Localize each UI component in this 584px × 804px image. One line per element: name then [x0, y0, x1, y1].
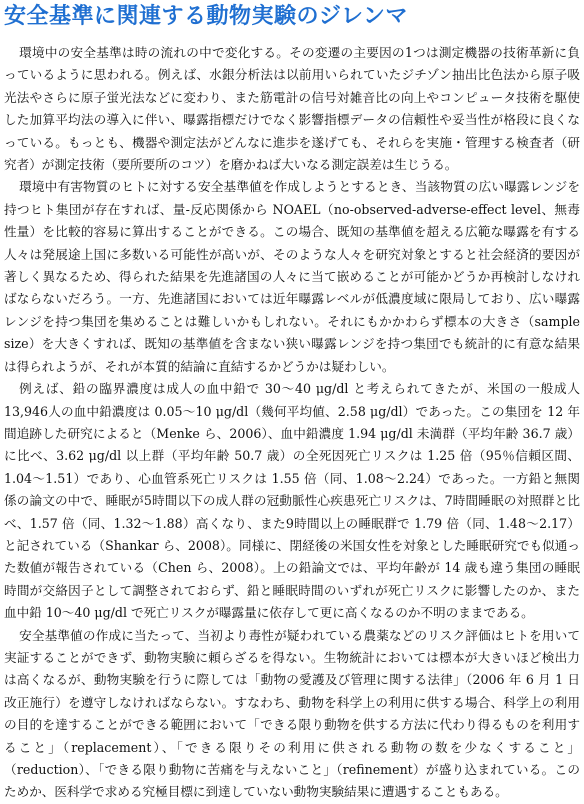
paragraph-lead-mortality-example: 例えば、鉛の臨界濃度は成人の血中鉛で 30～40 μg/dl と考えられてきたが、米国の一般成人 13,946人の血中鉛濃度は 0.05～10 μg/dl（幾何平均値、2.58 μg/dl）であった。この集団を 12 年間追跡した研究によると（Menke ら、2006）、血中鉛濃度 1.94 μg/dl 未満群（平均年齢 36.7 歳）に比べ、3.62 μg/dl 以上群（平均年齢 50.7 歳）の全死因死亡リスクは 1.25 倍（95％信頼区間、1.04～1.51）であり、心血管系死亡リスクは 1.55 倍（同、1.08～2.24）であった。一方鉛と無関係の論文の中で、睡眠が5時間以下の成人群の冠動脈性心疾患死亡リスクは、7時間睡眠の対照群と比べ、1.57 倍（同、1.32～1.88）高くなり、また9時間以上の睡眠群で 1.79 倍（同、1.48～2.17）と記されている（Shankar ら、2008）。同様に、閉経後の米国女性を対象とした睡眠研究でも似通った数値が報告されている（Chen ら、2008）。上の鉛論文では、平均年齢が 14 歳も違う集団の睡眠時間が交絡因子として調整されておらず、鉛と睡眠時間のいずれが死亡リスクに影響したのか、また血中鉛 10～40 μg/dl で死亡リスクが曝露量に依存して更に高くなるのか不明のままである。 — [4, 381, 580, 621]
document-title: 安全基準に関連する動物実験のジレンマ — [4, 4, 408, 29]
document-body — [4, 42, 580, 804]
paragraph-measurement-technology: 環境中の安全基準は時の流れの中で変化する。その変遷の主要因の1つは測定機器の技術革新に負っているように思われる。例えば、水銀分析法は以前用いられていたジチゾン抽出比色法から原子吸光法やさらに原子蛍光法などに変わり、また筋電計の信号対雑音比の向上やコンピュータ技術を駆使した加算平均法の導入に伴い、曝露指標だけでなく影響指標データの信頼性や妥当性が格段に良くなっている。もっとも、機器や測定法がどんなに進歩を遂げても、それらを実施・管理する検査者（研究者）が測定技術（要所要所のコツ）を磨かねば大いなる測定誤差は生じうる。 — [4, 45, 580, 173]
paragraph-animal-experiments: 安全基準値の作成に当たって、当初より毒性が疑われている農薬などのリスク評価はヒトを用いて実証することができず、動物実験に頼らざるを得ない。生物統計においては標本が大きいほど検出力は高くなるが、動物実験を行うに際しては「動物の愛護及び管理に関する法律」（2006 年 6 月 1 日改正施行）を遵守しなければならない。すなわち、動物を科学上の利用に供する場合、科学上の利用の目的を達することができる範囲において「できる限り動物を供する方法に代わり得るものを利用すること」（replacement）、「できる限りその利用に供される動物の数を少なくすること」（reduction）、「できる限り動物に苦痛を与えないこと」（refinement）が盛り込まれている。このためか、医科学で求める究極目標に到達していない動物実験結果に遭遇することもある。 — [4, 627, 580, 800]
paragraph-exposure-range: 環境中有害物質のヒトに対する安全基準値を作成しようとするとき、当該物質の広い曝露レンジを持つヒト集団が存在すれば、量-反応関係から NOAEL（no-observed-adverse-effect level、無毒性量）を比較的容易に算出することができる。この場合、既知の基準値を超える広範な曝露を有する人々は発展途上国に多数いる可能性が高いが、そのような人々を研究対象とすると社会経済的要因が著しく異なるため、得られた結果を先進諸国の人々に当て嵌めることが可能かどうか再検討しなければならないだろう。一方、先進諸国においては近年曝露レベルが低濃度域に限局しており、広い曝露レンジを持つ集団を集めることは難しいかもしれない。それにもかかわらず標本の大きさ（sample size）を大きくすれば、既知の基準値を含まない狭い曝露レンジを持つ集団でも統計的に有意な結果は得られようが、それが本質的結論に直結するかどうかは疑わしい。 — [4, 179, 580, 374]
